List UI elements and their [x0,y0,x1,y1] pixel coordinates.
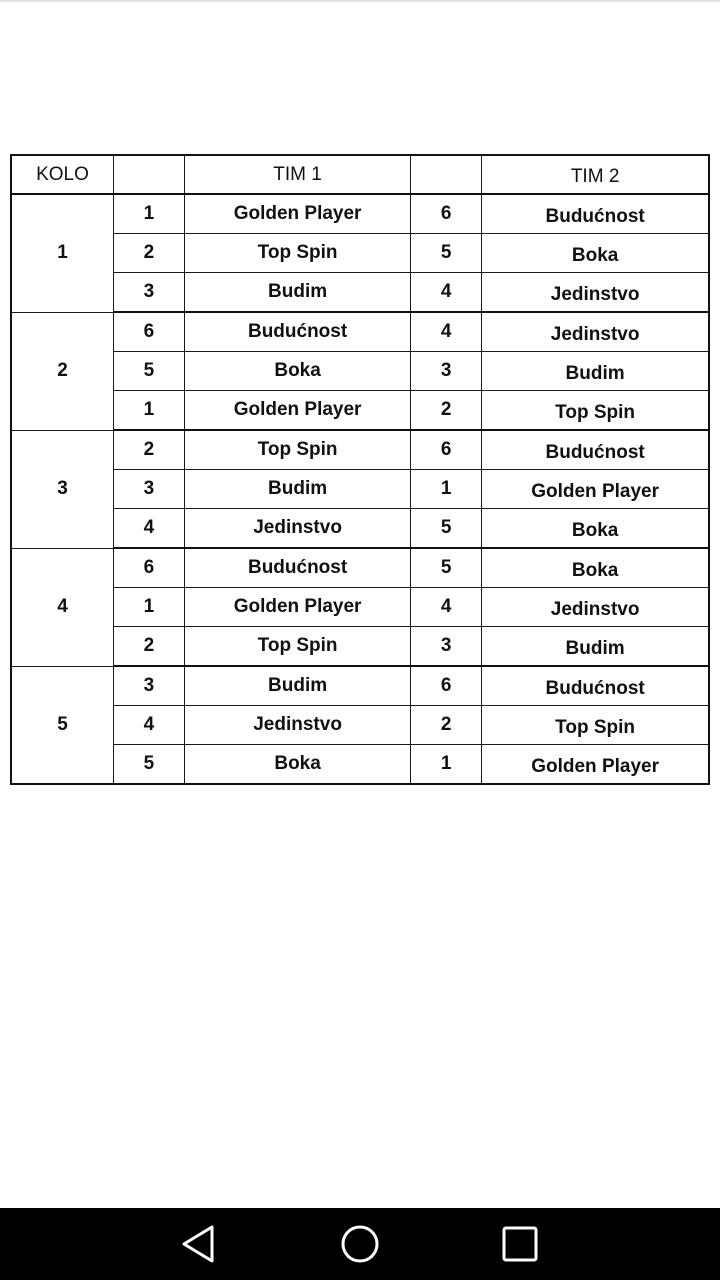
android-navigation-bar [0,1208,720,1280]
team2-name: Golden Player [482,470,709,509]
team1-name: Budućnost [184,312,410,352]
team1-name: Golden Player [184,194,410,234]
team1-name: Boka [184,745,410,785]
team2-name: Golden Player [482,745,709,785]
team2-name: Boka [482,548,709,588]
recents-square-icon [500,1224,540,1264]
team1-number: 4 [113,706,184,745]
table-header-row [11,155,709,194]
team1-number: 3 [113,273,184,313]
header-kolo: KOLO [11,155,113,194]
team1-number: 3 [113,470,184,509]
team2-name: Jedinstvo [482,273,709,313]
home-button[interactable] [320,1208,400,1280]
team2-name: Budućnost [482,430,709,470]
team2-number: 4 [411,588,482,627]
team2-number: 4 [411,312,482,352]
table-row [11,666,709,706]
team1-number: 3 [113,666,184,706]
team2-number: 6 [411,194,482,234]
team1-number: 1 [113,194,184,234]
team2-number: 1 [411,745,482,785]
table-row [11,391,709,431]
team2-name: Top Spin [482,391,709,431]
recents-button[interactable] [480,1208,560,1280]
team1-name: Jedinstvo [184,706,410,745]
team1-name: Top Spin [184,234,410,273]
table-row [11,234,709,273]
table-row [11,352,709,391]
header-number-2 [411,155,482,194]
table-row [11,509,709,549]
back-button[interactable] [160,1208,240,1280]
team1-number: 6 [113,548,184,588]
team1-name: Golden Player [184,391,410,431]
header-number-1 [113,155,184,194]
round-number: 4 [11,548,113,666]
round-number: 5 [11,666,113,784]
team2-name: Jedinstvo [482,588,709,627]
schedule-table [10,154,710,785]
team1-name: Top Spin [184,627,410,667]
schedule-body [11,194,709,784]
team2-number: 2 [411,391,482,431]
team2-name: Boka [482,234,709,273]
table-row [11,588,709,627]
team1-name: Budim [184,273,410,313]
team2-number: 5 [411,548,482,588]
team2-name: Budim [482,352,709,391]
team1-number: 2 [113,234,184,273]
team1-name: Top Spin [184,430,410,470]
team2-number: 6 [411,430,482,470]
team2-number: 5 [411,234,482,273]
team2-number: 4 [411,273,482,313]
team2-number: 2 [411,706,482,745]
team2-number: 3 [411,352,482,391]
status-bar-edge [0,0,720,3]
table-row [11,273,709,313]
round-number: 2 [11,312,113,430]
team1-number: 2 [113,430,184,470]
table-row [11,745,709,785]
team2-name: Top Spin [482,706,709,745]
header-tim-2: TIM 2 [482,155,709,194]
team2-number: 5 [411,509,482,549]
table-row [11,194,709,234]
round-number: 3 [11,430,113,548]
team2-name: Jedinstvo [482,312,709,352]
team1-number: 5 [113,352,184,391]
table-row [11,430,709,470]
team2-name: Budućnost [482,194,709,234]
team1-name: Budućnost [184,548,410,588]
team2-name: Budim [482,627,709,667]
team2-number: 6 [411,666,482,706]
table-row [11,548,709,588]
header-tim-1: TIM 1 [184,155,410,194]
team1-name: Boka [184,352,410,391]
table-row [11,706,709,745]
table-row [11,312,709,352]
team2-name: Boka [482,509,709,549]
team1-name: Golden Player [184,588,410,627]
table-row [11,627,709,667]
team1-number: 1 [113,588,184,627]
team1-number: 6 [113,312,184,352]
back-triangle-icon [180,1224,220,1264]
home-circle-icon [340,1224,380,1264]
team2-number: 1 [411,470,482,509]
round-number: 1 [11,194,113,312]
team2-number: 3 [411,627,482,667]
team1-number: 1 [113,391,184,431]
table-row [11,470,709,509]
team1-name: Budim [184,666,410,706]
team1-number: 4 [113,509,184,549]
team1-name: Budim [184,470,410,509]
team2-name: Budućnost [482,666,709,706]
team1-number: 5 [113,745,184,785]
team1-number: 2 [113,627,184,667]
team1-name: Jedinstvo [184,509,410,549]
